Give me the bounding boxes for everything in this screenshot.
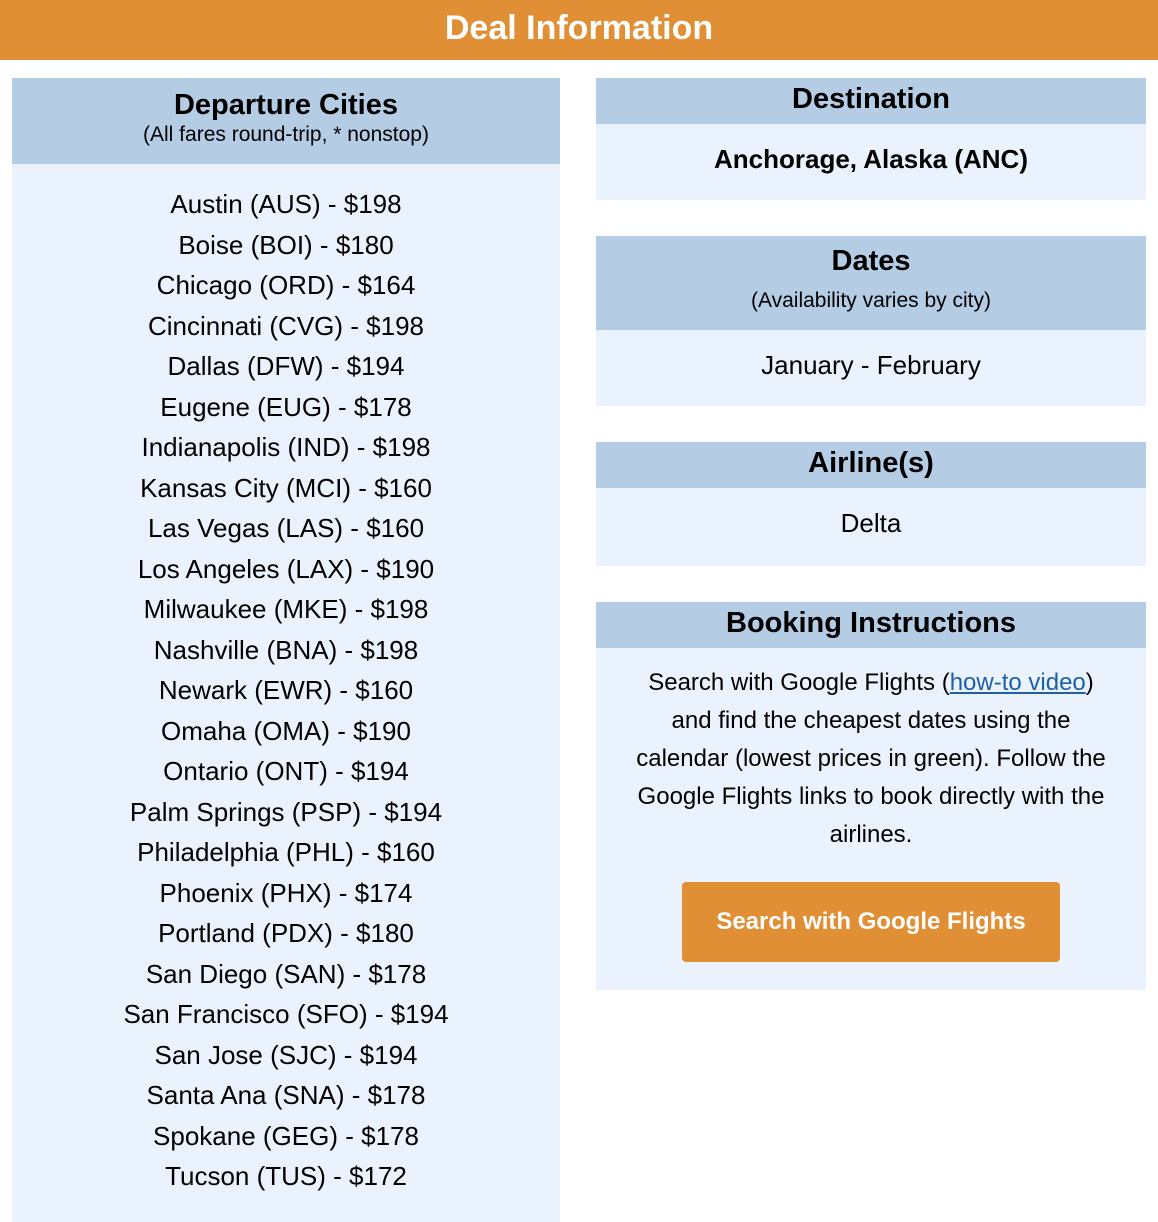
list-item: Cincinnati (CVG) - $198: [148, 310, 424, 341]
list-item: San Diego (SAN) - $178: [145, 958, 427, 989]
dates-header: [596, 236, 1146, 330]
departure-cities-title: Departure Cities: [173, 89, 398, 121]
list-item: Santa Ana (SNA) - $178: [146, 1080, 426, 1110]
booking-text-before-link: Search with Google Flights (: [648, 669, 950, 696]
list-item: Boise (BOI) - $180: [178, 229, 394, 260]
list-item: Dallas (DFW) - $194: [167, 351, 405, 381]
list-item: Indianapolis (IND) - $198: [141, 432, 431, 462]
list-item: Eugene (EUG) - $178: [160, 391, 412, 422]
airlines-card: [596, 442, 1146, 566]
list-item: Palm Springs (PSP) - $194: [129, 796, 443, 827]
list-item: Nashville (BNA) - $198: [153, 634, 419, 665]
how-to-video-link[interactable]: how-to video: [949, 669, 1086, 696]
departure-cities-subtitle: (All fares round-trip, * nonstop): [143, 123, 429, 146]
booking-instructions-header: [596, 602, 1146, 648]
list-item: Las Vegas (LAS) - $160: [147, 513, 425, 543]
booking-instructions-card: [596, 602, 1146, 990]
dates-title: Dates: [831, 245, 911, 277]
destination-card: [596, 78, 1146, 200]
destination-title: Destination: [792, 83, 950, 115]
list-item: Tucson (TUS) - $172: [165, 1161, 407, 1191]
list-item: San Jose (SJC) - $194: [154, 1039, 418, 1070]
list-item: San Francisco (SFO) - $194: [123, 999, 449, 1029]
airlines-header: [596, 442, 1146, 488]
list-item: Chicago (ORD) - $164: [156, 270, 416, 300]
dates-subtitle: (Availability varies by city): [750, 289, 991, 312]
search-google-flights-button[interactable]: Search with Google Flights: [682, 882, 1060, 962]
departure-city-list: [12, 164, 560, 1197]
list-item: Portland (PDX) - $180: [158, 918, 414, 948]
page-title: Deal Information: [444, 9, 714, 47]
booking-instructions-title: Booking Instructions: [726, 607, 1016, 639]
list-item: Ontario (ONT) - $194: [163, 756, 409, 786]
list-item: Milwaukee (MKE) - $198: [143, 594, 429, 624]
list-item: Philadelphia (PHL) - $160: [137, 837, 435, 867]
page-banner: [0, 0, 1158, 60]
list-item: Phoenix (PHX) - $174: [159, 877, 413, 908]
list-item: Los Angeles (LAX) - $190: [137, 553, 435, 584]
destination-value: Anchorage, Alaska (ANC): [714, 144, 1028, 174]
list-item: Austin (AUS) - $198: [170, 189, 402, 219]
airlines-value: Delta: [840, 508, 902, 538]
booking-instructions-text: [596, 648, 1146, 854]
list-item: Omaha (OMA) - $190: [161, 715, 411, 746]
list-item: Spokane (GEG) - $178: [153, 1120, 419, 1151]
list-item: Kansas City (MCI) - $160: [140, 472, 432, 503]
departure-cities-header: [12, 78, 560, 164]
list-item: Newark (EWR) - $160: [158, 675, 414, 705]
booking-text-after-link: ) and find the cheapest dates using the calendar (lowest prices in green). Follow the Google Flights links to book directly with the airlines.: [636, 669, 1106, 848]
airlines-title: Airline(s): [808, 447, 934, 479]
dates-card: [596, 236, 1146, 406]
departure-cities-panel: [12, 78, 560, 1222]
dates-value: January - February: [761, 350, 981, 380]
destination-header: [596, 78, 1146, 124]
